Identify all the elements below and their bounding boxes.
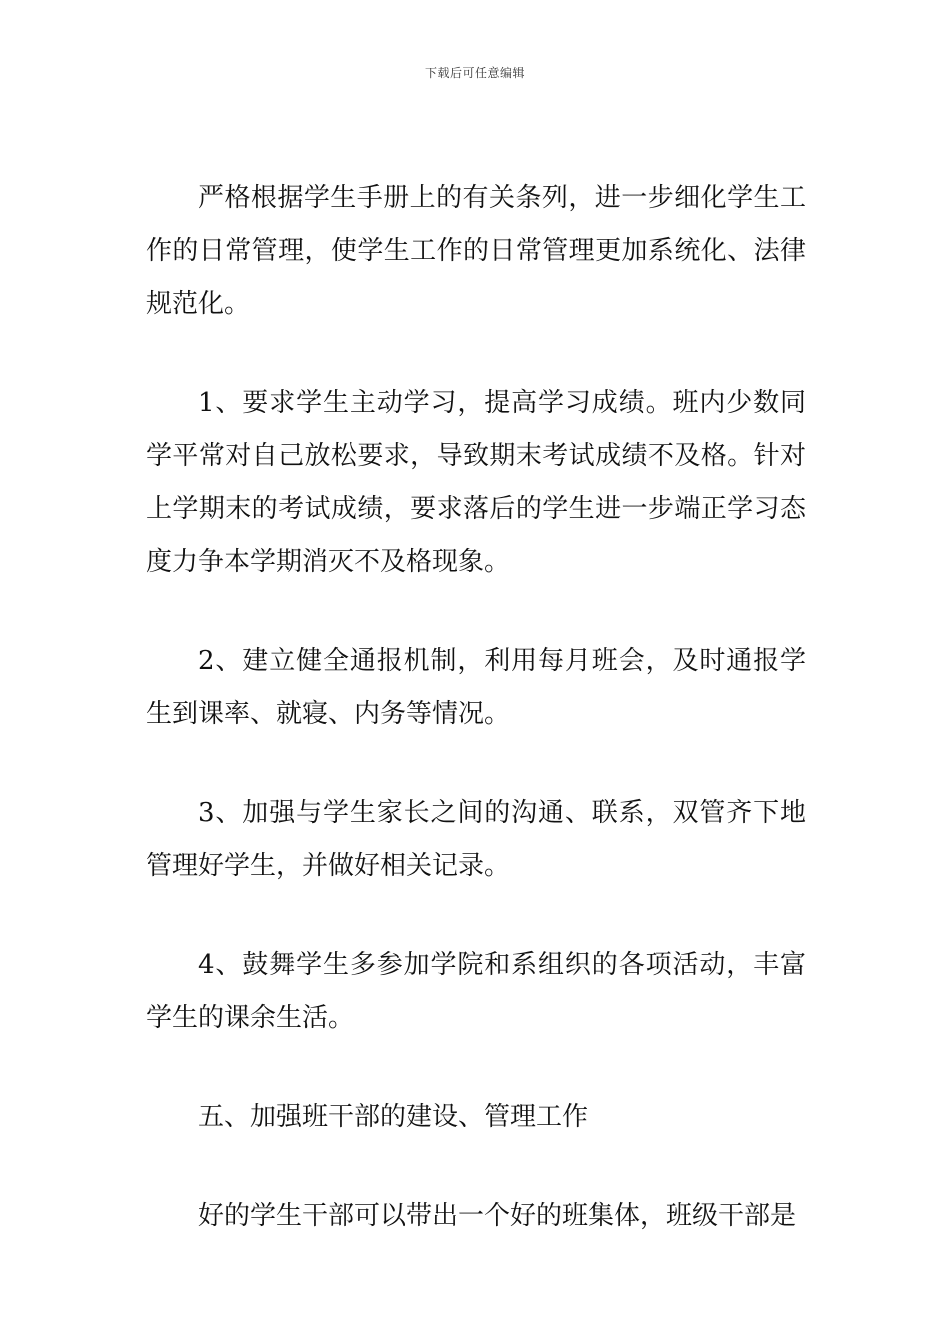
document-body [146,172,806,1243]
paragraph-item-3: 3、加强与学生家长之间的沟通、联系，双管齐下地管理好学生，并做好相关记录。 [146,798,806,881]
paragraph-intro: 严格根据学生手册上的有关条列，进一步细化学生工作的日常管理，使学生工作的日常管理更加系统化、法律规范化。 [146,183,806,319]
paragraph-item-1: 1、要求学生主动学习，提高学习成绩。班内少数同学平常对自己放松要求，导致期末考试成绩不及格。针对上学期末的考试成绩，要求落后的学生进一步端正学习态度力争本学期消灭不及格现象。 [146,388,806,577]
page-header: 下载后可任意编辑 [424,66,525,80]
paragraph-item-4: 4、鼓舞学生多参加学院和系组织的各项活动，丰富学生的课余生活。 [146,950,806,1033]
section-heading: 五、加强班干部的建设、管理工作 [198,1102,589,1132]
paragraph-item-2: 2、建立健全通报机制，利用每月班会，及时通报学生到课率、就寝、内务等情况。 [146,646,806,729]
paragraph-continued: 好的学生干部可以带出一个好的班集体，班级干部是 [198,1201,797,1231]
